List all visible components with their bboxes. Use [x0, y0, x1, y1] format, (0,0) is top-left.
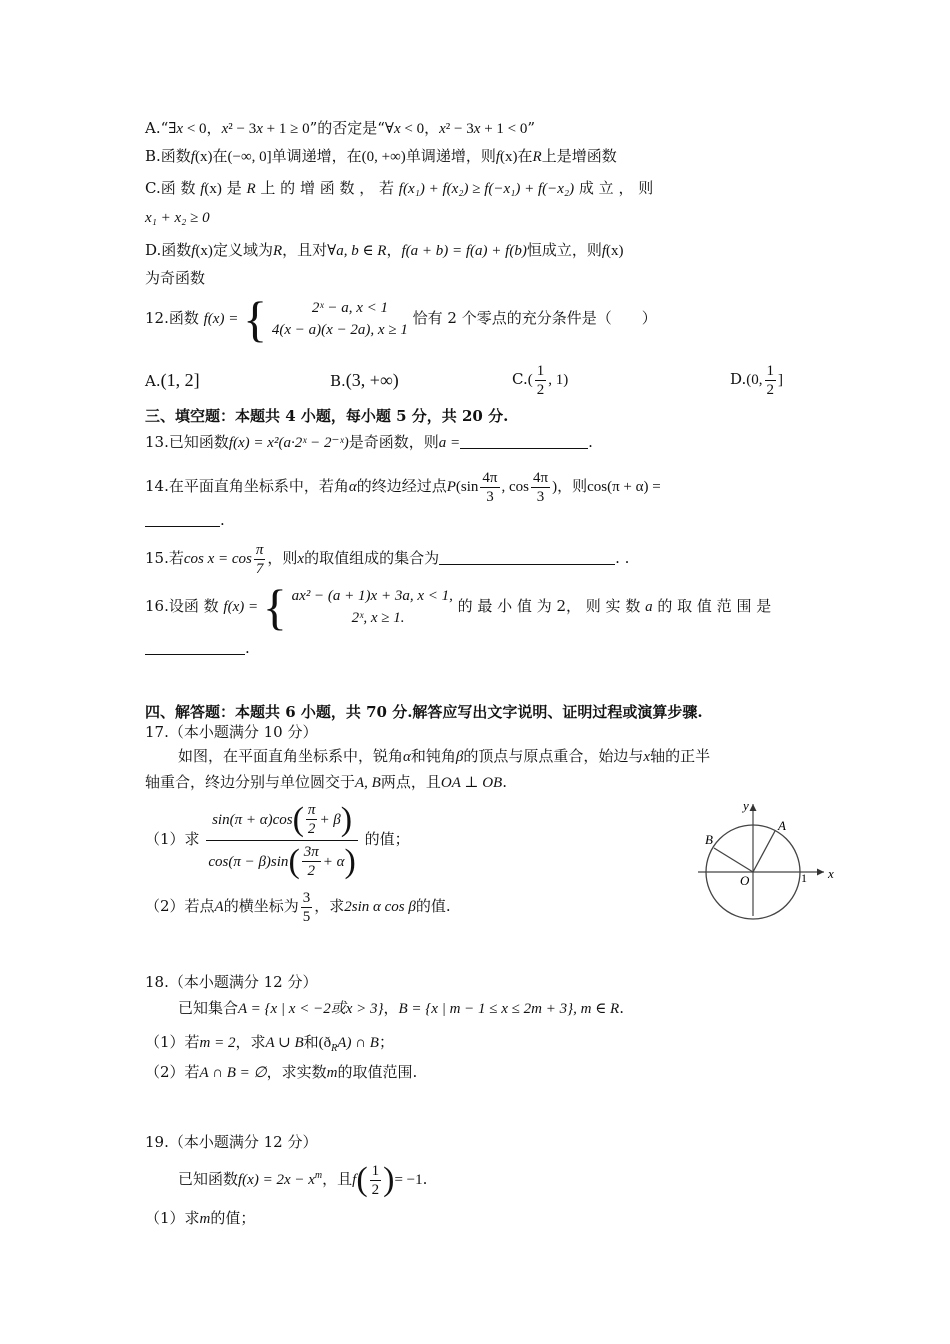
q17-part-1: （1）求 sin(π + α)cos( $\frac{\pi}{2}$ + β) cos(π − β)sin( $\frac{3\pi}{2}$ + α) 的值；: [145, 800, 410, 880]
q11-option-d: D.函数f(x)定义域为R，且对∀a, b ∈ R，f(a + b) = f(a) + f(b)恒成立，则f(x): [145, 241, 624, 259]
ray-oa: [753, 831, 775, 872]
q15-question: 15.若cos x = cos $\frac{\pi}{7}$ ，则x的取值组成的集合为 . .: [145, 541, 630, 577]
q15-answer-blank[interactable]: [439, 550, 615, 565]
point-b-label: B: [705, 832, 713, 847]
q11-option-c-cont: x₁ + x₂ ≥ 0: [145, 210, 210, 226]
q12-option-b: B.(3, +∞): [330, 370, 399, 390]
q13-question: 13.已知函数f(x) = x²(a·2ˣ − 2⁻ˣ)是奇函数，则a = .: [145, 433, 593, 451]
q17-part-2: （2）若点A的横坐标为 $\frac{3}{5}$ ，求2sin α cos β的值.: [145, 889, 451, 925]
unit-label: 1: [801, 871, 807, 885]
origin-label: O: [740, 873, 750, 888]
q11-option-d-cont: 为奇函数: [145, 269, 206, 287]
point-a-label: A: [778, 818, 786, 833]
q16-question: 16.设函 数 f(x) = { ax² − (a + 1)x + 3a, x < 1, 2ˣ, x ≥ 1. 的 最 小 值 为 2， 则 实 数 a 的 取 值 范 围 是: [145, 579, 772, 635]
unit-circle-figure: [690, 798, 840, 920]
q16-answer-blank[interactable]: [145, 640, 245, 655]
q12-option-c: C.( $\frac{1}{2}$ , 1): [512, 362, 569, 398]
q17-heading: 17.（本小题满分 10 分）: [145, 723, 318, 741]
q18-part-1: （1）若m = 2，求A ∪ B和$(ð_RA)$ ∩ B；: [145, 1033, 394, 1054]
y-axis-label: y: [743, 798, 749, 813]
q11-option-c: C.函 数 f(x) 是 R 上 的 增 函 数 ， 若 f(x₁) + f(x₂) ≥ f(−x₁) + f(−x₂) 成 立 ， 则: [145, 179, 654, 197]
q17-text-line-2: 轴重合，终边分别与单位圆交于A, B两点，且OA ⊥ OB.: [145, 773, 507, 791]
q19-heading: 19.（本小题满分 12 分）: [145, 1133, 318, 1151]
section-4-heading: 四、解答题：本题共 6 小题，共 70 分.解答应写出文字说明、证明过程或演算步骤.: [145, 703, 703, 721]
q18-heading: 18.（本小题满分 12 分）: [145, 973, 318, 991]
q14-answer-blank[interactable]: [145, 512, 220, 527]
q12-option-d: D.(0, $\frac{1}{2}$ ]: [730, 362, 784, 398]
q12-question: 12.函数 f(x) = { 2ˣ − a, x < 1 4(x − a)(x − 2a), x ≥ 1 恰有 2 个零点的充分条件是（ ）: [145, 291, 657, 347]
q18-part-2: （2）若A ∩ B = ∅，求实数m的取值范围.: [145, 1063, 418, 1081]
ray-ob: [714, 848, 753, 872]
q11-option-a: A.“∃x < 0，x² − 3x + 1 ≥ 0”的否定是“∀x < 0，x² − 3x + 1 < 0”: [145, 119, 536, 137]
q12-option-a: A.(1, 2]: [145, 370, 200, 390]
q18-text: 已知集合A = {x | x < −2或x > 3}，B = {x | m − 1 ≤ x ≤ 2m + 3}, m ∈ R.: [178, 999, 624, 1017]
q14-question: 14.在平面直角坐标系中，若角α的终边经过点P(sin $\frac{4\pi}{3}$ , cos $\frac{4\pi}{3}$ )，则cos(π + α) =: [145, 469, 661, 505]
x-axis-label: x: [828, 866, 834, 881]
q17-text-line-1: 如图，在平面直角坐标系中，锐角α和钝角β的顶点与原点重合，始边与x轴的正半: [178, 747, 711, 765]
q14-answer-line: .: [145, 510, 225, 530]
q19-text: 已知函数$f(x) = 2x - x^m$，且f( $\frac{1}{2}$ )= −1.: [178, 1161, 428, 1198]
q19-part-1: （1）求m的值；: [145, 1209, 256, 1227]
q13-answer-blank[interactable]: [460, 434, 588, 449]
q16-answer-line: .: [145, 638, 250, 658]
q11-option-b: B.函数f(x)在(−∞, 0]单调递增，在(0, +∞)单调递增，则f(x)在R上是增函数: [145, 147, 617, 165]
section-3-heading: 三、填空题：本题共 4 小题，每小题 5 分，共 20 分.: [145, 407, 509, 425]
